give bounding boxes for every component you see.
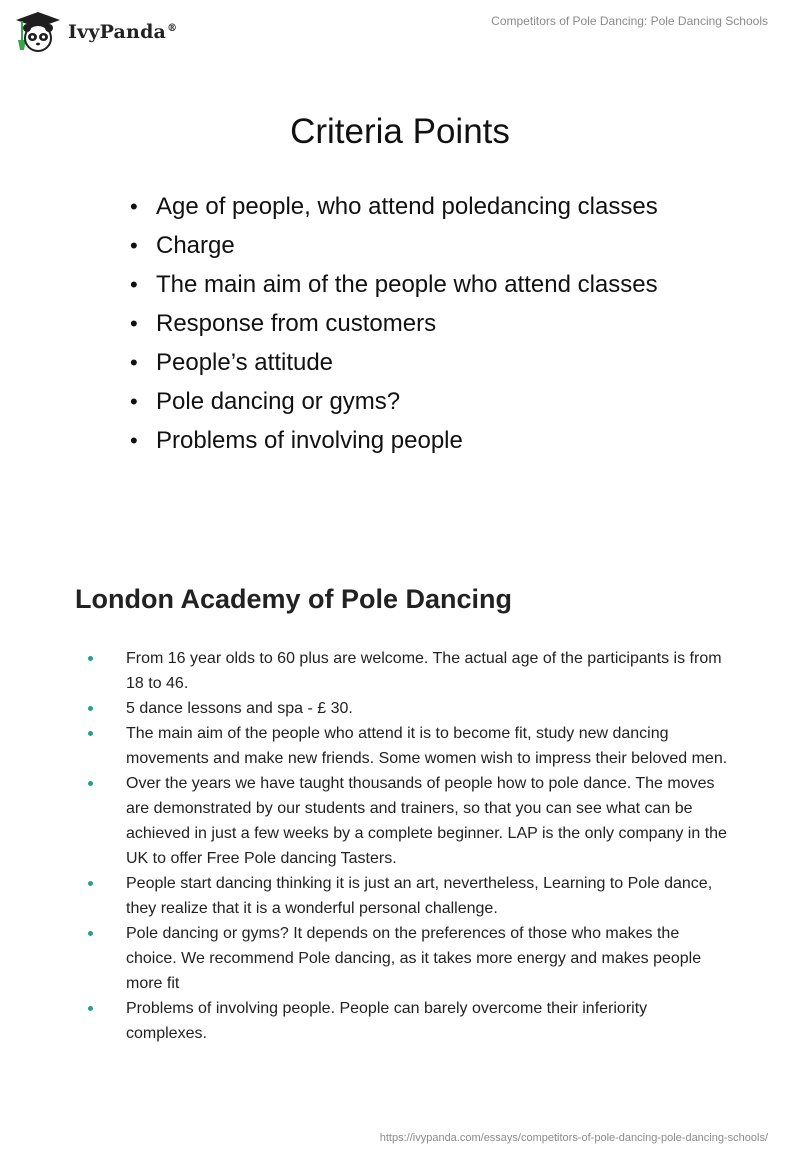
teal-bullet-icon	[88, 1006, 93, 1011]
brand-name	[68, 21, 177, 43]
criteria-item-text: The main aim of the people who attend classes	[156, 271, 658, 298]
list-item-text: Problems of involving people. People can barely overcome their inferiority complexes.	[126, 1000, 648, 1042]
criteria-item	[128, 229, 658, 268]
panda-graduate-icon	[14, 10, 62, 54]
criteria-item-text: People’s attitude	[156, 349, 334, 376]
list-item-text: Pole dancing or gyms? It depends on the preferences of those who makes the choice. We recommend Pole dancing, as it takes more energy and makes people more fit	[126, 925, 702, 992]
list-item	[88, 996, 728, 1046]
list-item	[88, 771, 728, 871]
criteria-heading: Criteria Points	[290, 112, 510, 151]
document-title: Competitors of Pole Dancing: Pole Dancing Schools	[491, 14, 768, 28]
registered-mark: ®	[167, 22, 178, 34]
bullet-icon: •	[130, 428, 138, 453]
criteria-item	[128, 385, 658, 424]
list-item-text: Over the years we have taught thousands of people how to pole dance. The moves are demonstrated by our students and trainers, so that you can see what can be achieved in just a few weeks by a complete beginner. LAP is the only company in the UK to offer Free Pole dancing Tasters.	[126, 775, 727, 867]
criteria-item-text: Age of people, who attend poledancing classes	[156, 193, 658, 220]
bullet-icon: •	[130, 311, 138, 336]
teal-bullet-icon	[88, 781, 93, 786]
criteria-item-text: Pole dancing or gyms?	[156, 388, 401, 415]
ivypanda-logo[interactable]	[14, 10, 177, 54]
teal-bullet-icon	[88, 656, 93, 661]
bullet-icon: •	[130, 350, 138, 375]
teal-bullet-icon	[88, 881, 93, 886]
list-item	[88, 921, 728, 996]
section-heading-lap: London Academy of Pole Dancing	[75, 584, 513, 614]
criteria-item	[128, 307, 658, 346]
criteria-item	[128, 346, 658, 385]
source-url-link[interactable]: https://ivypanda.com/essays/competitors-of-pole-dancing-pole-dancing-schools/	[379, 1132, 768, 1144]
bullet-icon: •	[130, 272, 138, 297]
list-item-text: 5 dance lessons and spa - £ 30.	[126, 700, 353, 717]
teal-bullet-icon	[88, 731, 93, 736]
bullet-icon: •	[130, 233, 138, 258]
criteria-item	[128, 268, 658, 307]
teal-bullet-icon	[88, 706, 93, 711]
criteria-item	[128, 190, 658, 229]
list-item-text: The main aim of the people who attend it is to become fit, study new dancing movements and make new friends. Some women wish to impress their beloved men.	[126, 725, 728, 767]
lap-list	[88, 646, 728, 1046]
list-item	[88, 646, 728, 696]
brand-name-text: IvyPanda	[68, 21, 167, 43]
list-item-text: From 16 year olds to 60 plus are welcome. The actual age of the participants is from 18 to 46.	[126, 650, 722, 692]
bullet-icon: •	[130, 389, 138, 414]
page-header	[0, 0, 800, 60]
bullet-icon: •	[130, 194, 138, 219]
criteria-item-text: Response from customers	[156, 310, 437, 337]
list-item	[88, 721, 728, 771]
criteria-item-text: Problems of involving people	[156, 427, 463, 454]
criteria-item-text: Charge	[156, 232, 235, 259]
criteria-item	[128, 424, 658, 463]
list-item-text: People start dancing thinking it is just an art, nevertheless, Learning to Pole dance, they realize that it is a wonderful personal challenge.	[126, 875, 713, 917]
teal-bullet-icon	[88, 931, 93, 936]
list-item	[88, 696, 728, 721]
criteria-list	[128, 190, 658, 463]
list-item	[88, 871, 728, 921]
